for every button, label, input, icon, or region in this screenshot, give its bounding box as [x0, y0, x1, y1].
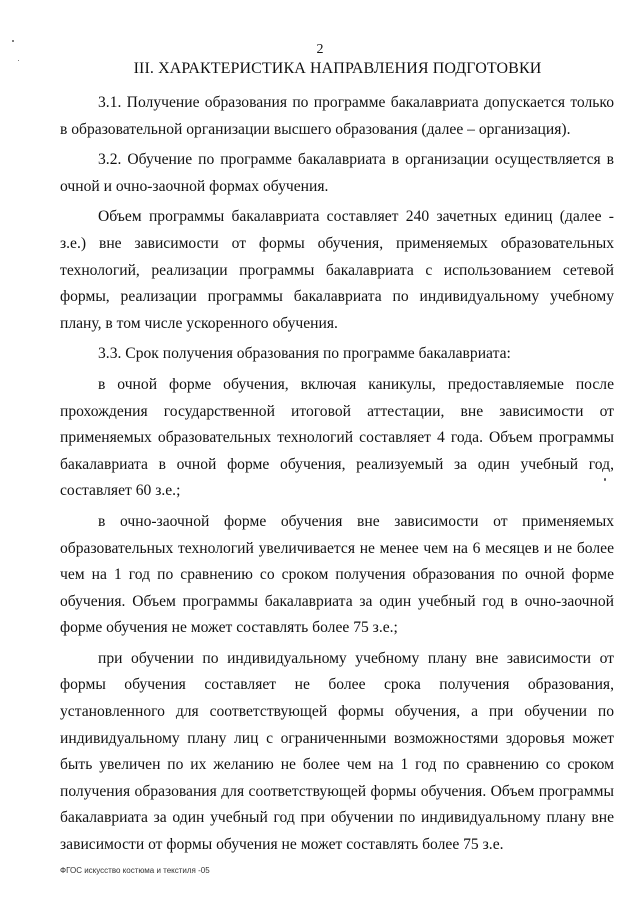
- paragraph-individual-plan: при обучении по индивидуальному учебному плану вне зависимости от формы обучения составляет не более срока получения образования, установленного для соответствующей формы обучения, а при обучении по индивидуальному плану лиц с ограниченными возможностями здоровья может быть увеличен по их желанию не более чем на 1 год по сравнению со сроком получения образования для соответствующей формы обучения. Объем программы бакалавриата за один учебный год при обучении по индивидуальному плану вне зависимости от формы обучения не может составлять более 75 з.е.: [60, 649, 614, 854]
- section-title: III. ХАРАКТЕРИСТИКА НАПРАВЛЕНИЯ ПОДГОТОВКИ: [133, 60, 542, 77]
- paragraph-part-time: в очно-заочной форме обучения вне зависимости от применяемых образовательных технологий увеличивается не менее чем на 6 месяцев и не более чем на 1 год по сравнению со сроком получения образования по очной форме обучения. Объем программы бакалавриата за один учебный год в очно-заочной форме обучения не может составлять более 75 з.е.;: [60, 512, 614, 637]
- paragraph-3-3: 3.3. Срок получения образования по программе бакалавриата:: [98, 345, 511, 363]
- paragraph-volume: Объем программы бакалавриата составляет 240 зачетных единиц (далее - з.е.) вне зависимости от формы обучения, применяемых образовательных технологий, реализации программы бакалавриата с использованием сетевой формы, реализации программы бакалавриата по индивидуальному учебному плану, в том числе ускоренного обучения.: [60, 208, 614, 332]
- document-body: [60, 90, 614, 863]
- page-number: 2: [316, 42, 324, 57]
- page-footer: ФГОС искусство костюма и текстиля -05: [60, 866, 210, 875]
- paragraph-3-1: 3.1. Получение образования по программе бакалавриата допускается только в образовательной организации высшего образования (далее – организация).: [60, 94, 614, 138]
- paragraph-3-2: 3.2. Обучение по программе бакалавриата в организации осуществляется в очной и очно-заочной формах обучения.: [60, 151, 614, 195]
- scan-speck: [18, 60, 19, 61]
- paragraph-full-time: в очной форме обучения, включая каникулы, предоставляемые после прохождения государственной итоговой аттестации, вне зависимости от применяемых образовательных технологий составляет 4 года. Объем программы бакалавриата в очной форме обучения, реализуемый за один учебный год, составляет 60 з.е.;: [60, 375, 614, 500]
